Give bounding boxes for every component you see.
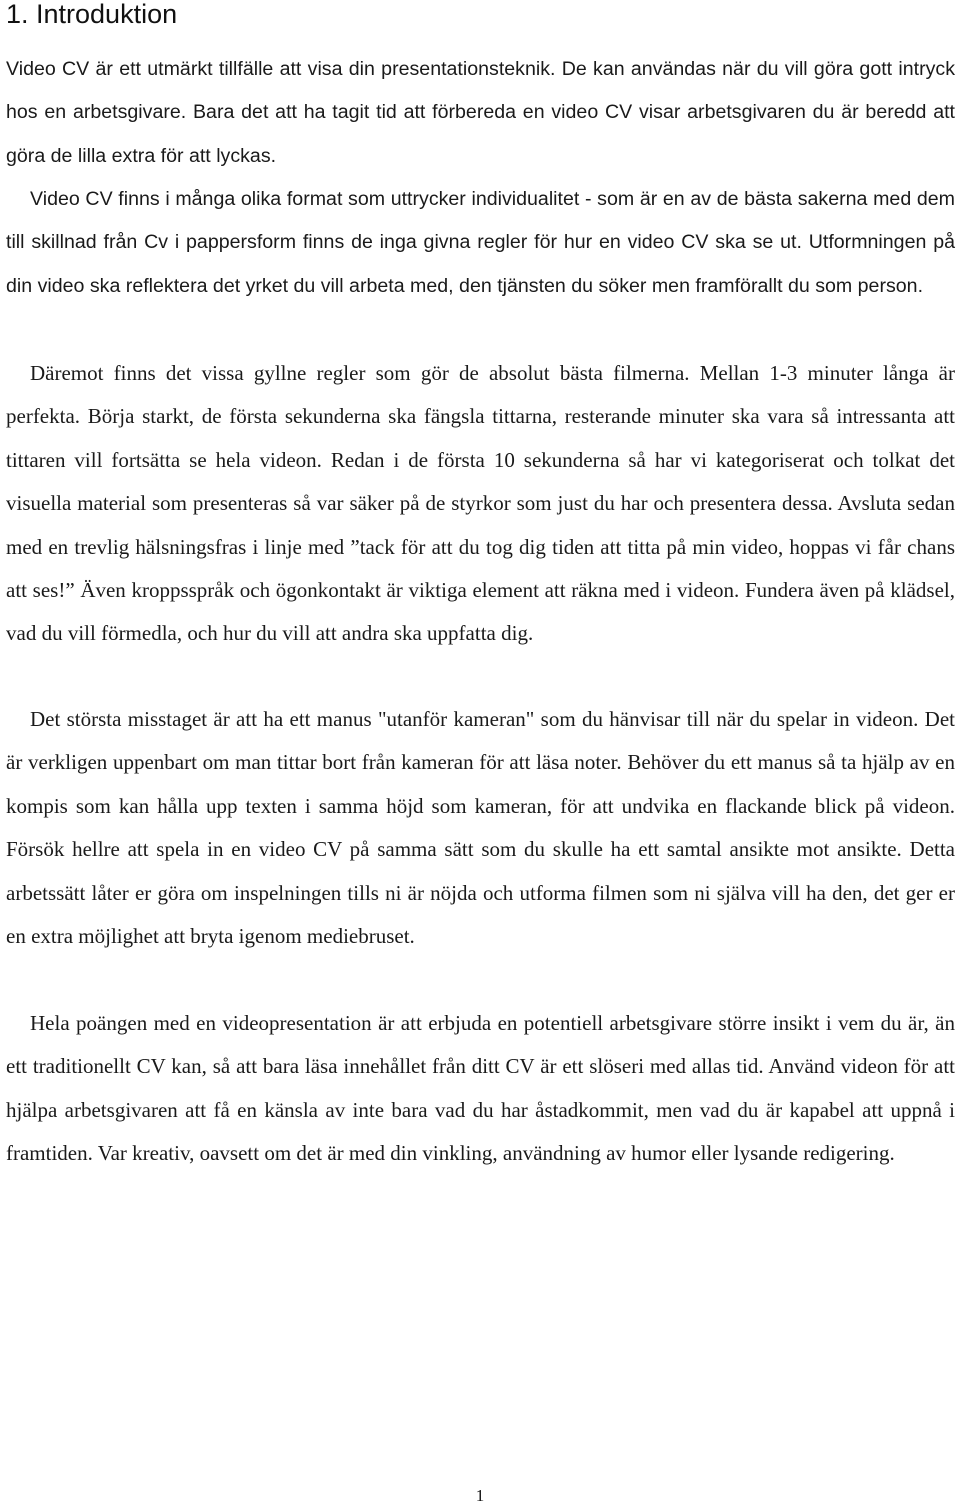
paragraph-golden-rules: Däremot finns det vissa gyllne regler som gör de absolut bästa filmerna. Mellan 1-3 minuter långa är perfekta. Börja starkt, de första sekunderna ska fängsla tittarna, resterande minuter ska vara så intressanta att tittaren vill fortsätta se hela videon. Redan i de första 10 sekunderna så har vi kategoriserat och tolkat det visuella material som presenteras så var säker på de styrkor som just du har och presentera dessa. Avsluta sedan med en trevlig hälsningsfras i linje med ”tack för att du tog dig tiden att titta på min video, hoppas vi får chans att ses!” Även kroppsspråk och ögonkontakt är viktiga element att räkna med i videon. Fundera även på klädsel, vad du vill förmedla, och hur du vill att andra ska uppfatta dig. xyxy=(6,361,955,646)
paragraph-formats: Video CV finns i många olika format som uttrycker individualitet - som är en av de bästa sakerna med dem till skillnad från Cv i pappersform finns de inga givna regler för hur en video CV ska se ut. Utformningen på din video ska reflektera det yrket du vill arbeta med, den tjänsten du söker men framförallt du som person. xyxy=(6,188,955,297)
paragraph-intro: Video CV är ett utmärkt tillfälle att visa din presentationsteknik. De kan användas när du vill göra gott intryck hos en arbetsgivare. Bara det att ha tagit tid att förbereda en video CV visar arbetsgivaren du är beredd att göra de lilla extra för att lyckas. xyxy=(6,58,955,167)
section-heading: 1. Introduktion xyxy=(6,0,178,29)
page-number: 1 xyxy=(475,1486,485,1505)
paragraph-biggest-mistake: Det största misstaget är att ha ett manus "utanför kameran" som du hänvisar till när du spelar in videon. Det är verkligen uppenbart om man tittar bort från kameran för att läsa noter. Behöver du ett manus så ta hjälp av en kompis som kan hålla upp texten i samma höjd som kameran, för att undvika en flackande blick på videon. Försök hellre att spela in en video CV på samma sätt som du skulle ha ett samtal ansikte mot ansikte. Detta arbetssätt låter er göra om inspelningen tills ni är nöjda och utforma filmen som ni själva vill ha den, det ger er en extra möjlighet att bryta igenom mediebruset. xyxy=(6,707,955,949)
paragraph-whole-point: Hela poängen med en videopresentation är att erbjuda en potentiell arbetsgivare större insikt i vem du är, än ett traditionellt CV kan, så att bara läsa innehållet från ditt CV är ett slöseri med allas tid. Använd videon för att hjälpa arbetsgivaren att få en känsla av inte bara vad du har åstadkommit, men vad du är kapabel att uppnå i framtiden. Var kreativ, oavsett om det är med din vinkling, användning av humor eller lysande redigering. xyxy=(6,1011,955,1166)
